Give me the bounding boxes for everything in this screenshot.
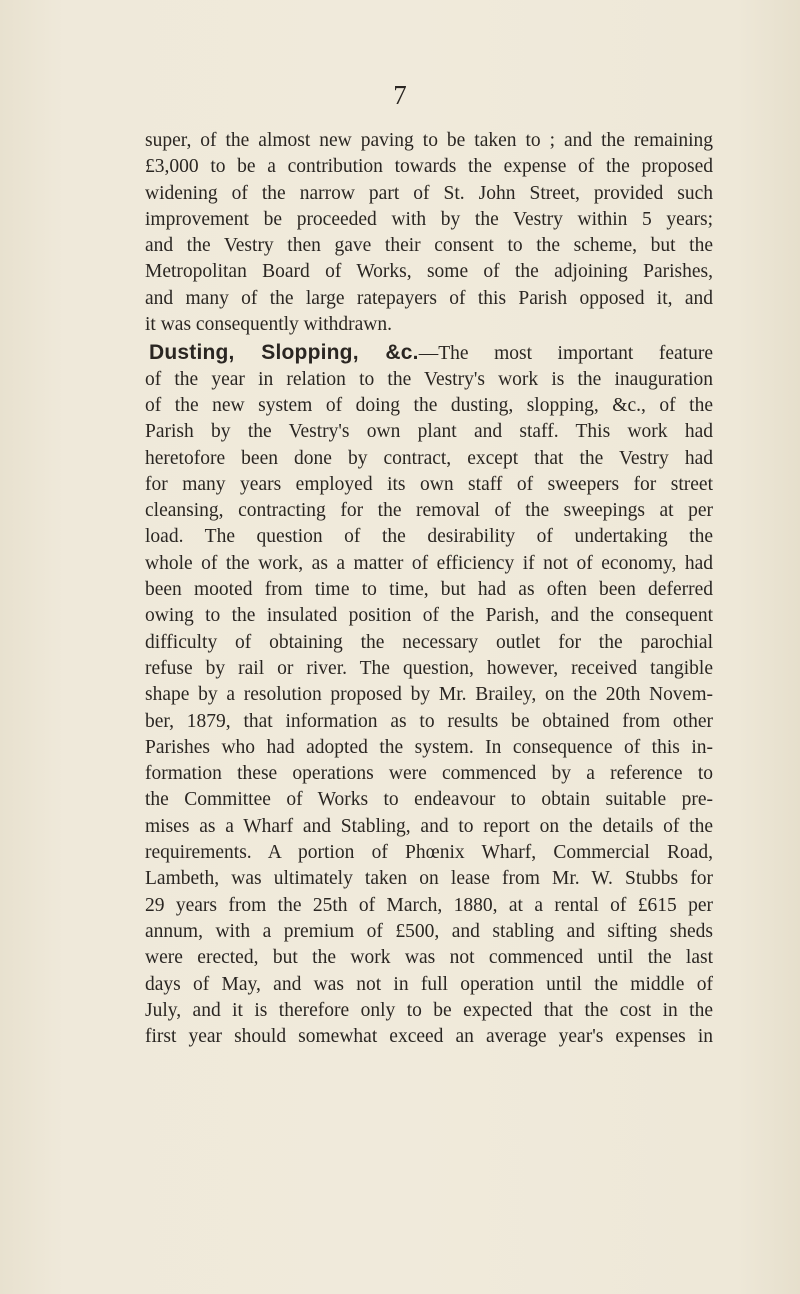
text-line: Parish by the Vestry's own plant and staff. This work had [145,421,713,443]
paragraph-1 [145,128,713,338]
text-line: annum, with a premium of £500, and stabling and sifting sheds [145,920,713,942]
text-line: July, and it is therefore only to be expected that the cost in the [145,999,713,1021]
text-line: owing to the insulated position of the Parish, and the consequent [145,605,713,627]
text-line: whole of the work, as a matter of efficiency if not of economy, had [145,552,713,574]
heading-line-rest: —The most important feature [418,343,713,365]
text-line: £3,000 to be a contribution towards the expense of the proposed [145,156,713,178]
text-line: load. The question of the desirability of undertaking the [145,526,713,548]
text-line: mises as a Wharf and Stabling, and to report on the details of the [145,815,713,837]
text-line: Lambeth, was ultimately taken on lease from Mr. W. Stubbs for [145,868,713,890]
text-line: heretofore been done by contract, except that the Vestry had [145,447,713,469]
text-line: of the new system of doing the dusting, slopping, &c., of the [145,394,713,416]
text-line: Metropolitan Board of Works, some of the adjoining Parishes, [145,261,713,283]
text-line: were erected, but the work was not commenced until the last [145,947,713,969]
text-line-with-heading [145,340,713,366]
text-line: super, of the almost new paving to be taken to ; and the remaining [145,130,713,151]
text-line: of the year in relation to the Vestry's work is the inauguration [145,368,713,390]
text-line: shape by a resolution proposed by Mr. Brailey, on the 20th Novem- [145,684,713,706]
text-line: days of May, and was not in full operation until the middle of [145,973,713,995]
text-line: it was consequently withdrawn. [145,314,392,336]
text-line: widening of the narrow part of St. John Street, provided such [145,182,713,204]
text-line: difficulty of obtaining the necessary outlet for the parochial [145,631,713,653]
text-line: and many of the large ratepayers of this Parish opposed it, and [145,287,713,309]
text-line: cleansing, contracting for the removal of the sweepings at per [145,500,713,522]
text-line: requirements. A portion of Phœnix Wharf, Commercial Road, [145,842,713,864]
text-line: formation these operations were commenced by a reference to [145,763,713,785]
text-line: and the Vestry then gave their consent to the scheme, but the [145,235,713,257]
text-line: been mooted from time to time, but had as often been deferred [145,579,713,601]
body-text [145,128,713,1050]
text-line: for many years employed its own staff of sweepers for street [145,473,713,495]
text-line: ber, 1879, that information as to results be obtained from other [145,710,713,732]
text-line: Parishes who had adopted the system. In consequence of this in- [145,736,713,758]
text-line: the Committee of Works to endeavour to obtain suitable pre- [145,789,713,811]
text-line: improvement be proceeded with by the Vestry within 5 years; [145,208,713,230]
text-line: first year should somewhat exceed an average year's expenses in [145,1026,713,1048]
section-heading: Dusting, Slopping, &c. [149,341,419,365]
paragraph-2 [145,340,713,1050]
text-line: refuse by rail or river. The question, however, received tangible [145,657,713,679]
text-line: 29 years from the 25th of March, 1880, at a rental of £615 per [145,894,713,916]
page-number: 7 [393,80,407,110]
